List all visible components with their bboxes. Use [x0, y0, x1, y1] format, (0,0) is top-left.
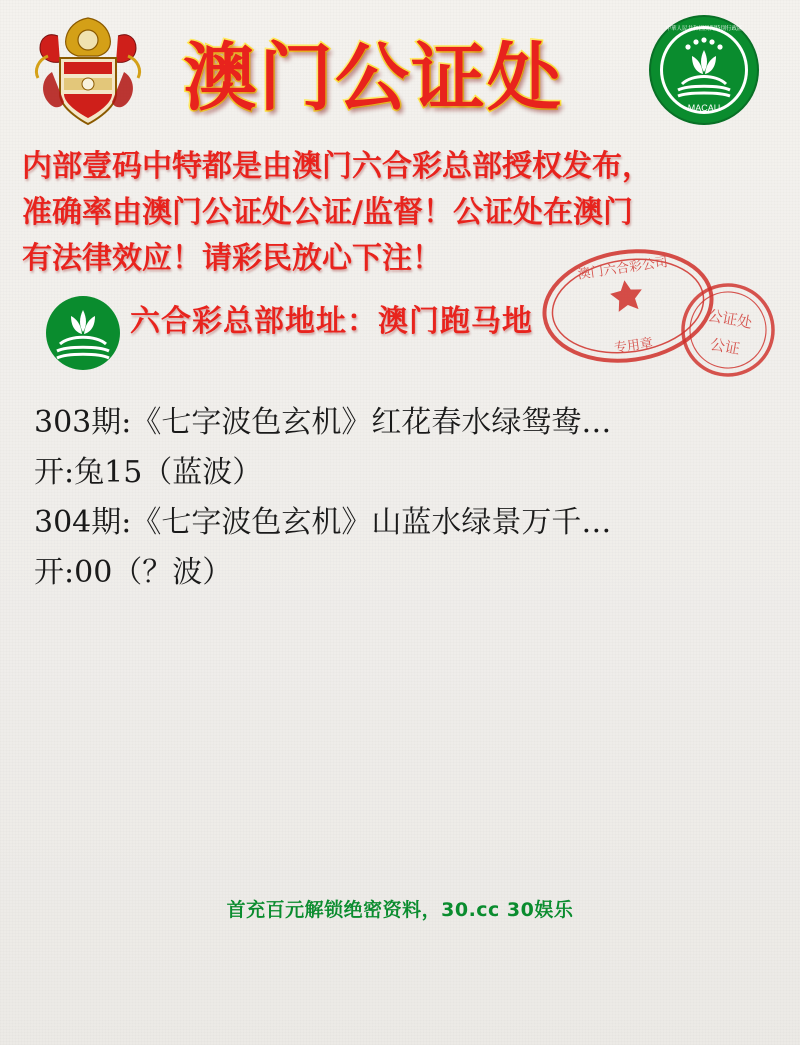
macau-lotus-icon	[44, 294, 122, 372]
header	[0, 0, 800, 140]
svg-text:公证: 公证	[708, 335, 742, 359]
notice-line-3: 有法律效应！请彩民放心下注！	[22, 241, 442, 276]
macau-sar-emblem-icon	[648, 14, 760, 126]
notary-round-stamp-icon	[672, 274, 783, 385]
content-line-303: 303期:《七字波色玄机》红花春水绿鸳鸯…	[34, 405, 612, 440]
svg-text:专用章: 专用章	[613, 335, 654, 357]
content-line-304: 304期:《七字波色玄机》山蓝水绿景万千…	[34, 505, 612, 540]
emblem-top-text: 中華人民共和國澳門特別行政區	[665, 26, 743, 32]
footer-promo-text: 首充百元解锁绝密资料，30.cc 30娱乐	[226, 899, 574, 921]
page-title	[148, 22, 598, 122]
content-block	[0, 384, 800, 598]
svg-text:公证处: 公证处	[706, 306, 754, 332]
page-title-text: 澳门公证处	[183, 35, 563, 121]
notice-line-1: 内部壹码中特都是由澳门六合彩总部授权发布，	[22, 149, 652, 184]
svg-text:澳门六合彩公司: 澳门六合彩公司	[576, 255, 669, 283]
notice-line-2: 准确率由澳门公证处公证/监督！公证处在澳门	[22, 195, 633, 230]
footer	[0, 895, 800, 922]
content-line-304-result: 开:00（？波）	[34, 555, 233, 590]
address-text: 六合彩总部地址：澳门跑马地	[130, 304, 533, 339]
content-line-303-result: 开:兔15（蓝波）	[34, 455, 263, 490]
emblem-bottom-text: MACAU	[687, 103, 721, 113]
macau-coat-of-arms-icon	[28, 12, 148, 132]
